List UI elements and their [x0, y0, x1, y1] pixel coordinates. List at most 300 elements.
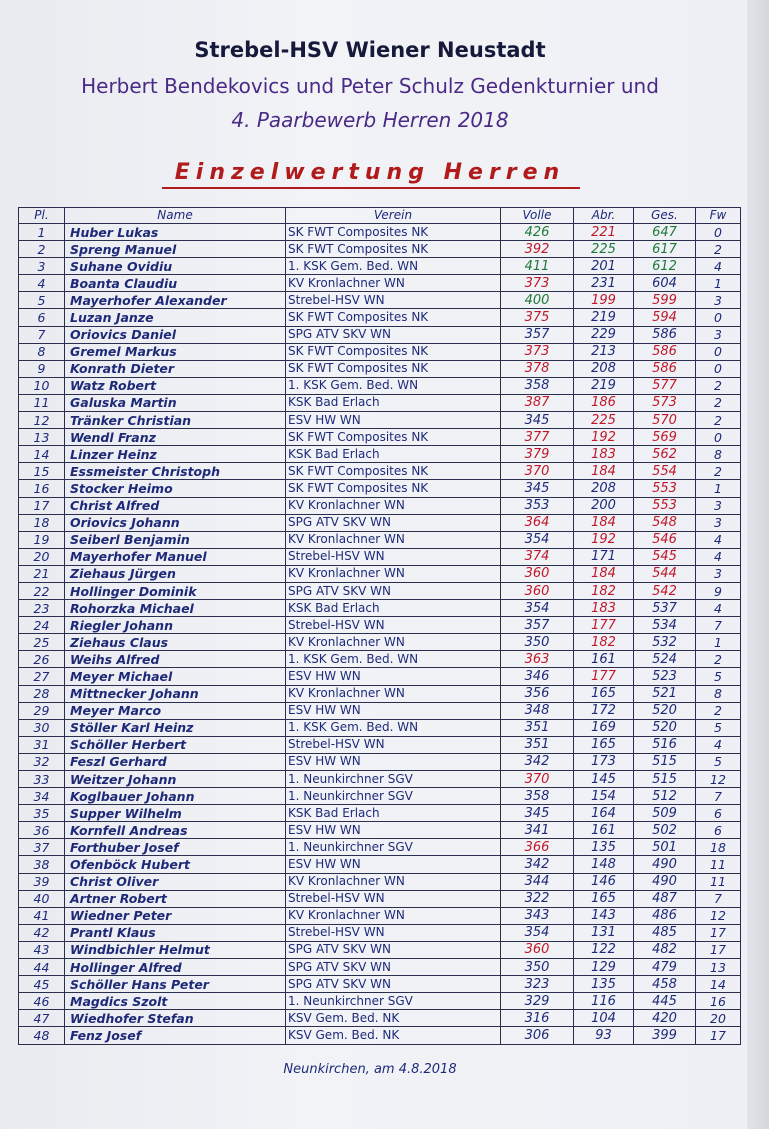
cell-club: 1. KSK Gem. Bed. WN — [286, 719, 501, 736]
table-row — [19, 394, 741, 411]
cell-full: 360 — [501, 565, 574, 582]
cell-place: 10 — [19, 377, 65, 394]
cell-clearing: 199 — [574, 292, 634, 309]
cell-place: 18 — [19, 514, 65, 531]
cell-total: 586 — [634, 343, 696, 360]
cell-club: 1. Neunkirchner SGV — [286, 993, 501, 1010]
cell-place: 48 — [19, 1027, 65, 1044]
cell-club: KSV Gem. Bed. NK — [286, 1010, 501, 1027]
cell-misses: 12 — [696, 907, 741, 924]
cell-total: 569 — [634, 429, 696, 446]
cell-full: 377 — [501, 429, 574, 446]
cell-clearing: 135 — [574, 976, 634, 993]
cell-total: 487 — [634, 890, 696, 907]
cell-place: 6 — [19, 309, 65, 326]
section-title: Einzelwertung Herren — [174, 160, 566, 185]
cell-clearing: 192 — [574, 429, 634, 446]
cell-club: SK FWT Composites NK — [286, 480, 501, 497]
cell-full: 357 — [501, 326, 574, 343]
cell-clearing: 165 — [574, 890, 634, 907]
column-header-total: Ges. — [634, 208, 696, 224]
cell-total: 490 — [634, 873, 696, 890]
cell-clearing: 192 — [574, 531, 634, 548]
table-row — [19, 959, 741, 976]
cell-total: 570 — [634, 412, 696, 429]
cell-total: 586 — [634, 326, 696, 343]
cell-clearing: 186 — [574, 394, 634, 411]
table-row — [19, 258, 741, 275]
cell-total: 520 — [634, 702, 696, 719]
cell-full: 364 — [501, 514, 574, 531]
cell-misses: 13 — [696, 959, 741, 976]
cell-club: 1. Neunkirchner SGV — [286, 839, 501, 856]
cell-full: 360 — [501, 941, 574, 958]
cell-total: 445 — [634, 993, 696, 1010]
table-row — [19, 429, 741, 446]
cell-full: 342 — [501, 856, 574, 873]
table-row — [19, 343, 741, 360]
cell-misses: 2 — [696, 463, 741, 480]
cell-misses: 2 — [696, 412, 741, 429]
cell-clearing: 161 — [574, 651, 634, 668]
table-row — [19, 582, 741, 599]
cell-total: 509 — [634, 805, 696, 822]
cell-total: 647 — [634, 224, 696, 241]
table-row — [19, 531, 741, 548]
cell-full: 387 — [501, 394, 574, 411]
cell-clearing: 219 — [574, 309, 634, 326]
cell-total: 599 — [634, 292, 696, 309]
table-row — [19, 224, 741, 241]
cell-club: SK FWT Composites NK — [286, 241, 501, 258]
table-row — [19, 873, 741, 890]
cell-place: 20 — [19, 548, 65, 565]
cell-place: 15 — [19, 463, 65, 480]
cell-misses: 4 — [696, 736, 741, 753]
cell-name: Christ Alfred — [65, 497, 286, 514]
cell-place: 16 — [19, 480, 65, 497]
cell-total: 577 — [634, 377, 696, 394]
cell-club: SK FWT Composites NK — [286, 309, 501, 326]
cell-place: 1 — [19, 224, 65, 241]
cell-name: Essmeister Christoph — [65, 463, 286, 480]
cell-clearing: 229 — [574, 326, 634, 343]
cell-clearing: 169 — [574, 719, 634, 736]
cell-name: Oriovics Johann — [65, 514, 286, 531]
table-row — [19, 634, 741, 651]
cell-clearing: 208 — [574, 360, 634, 377]
cell-name: Riegler Johann — [65, 617, 286, 634]
cell-club: KSV Gem. Bed. NK — [286, 1027, 501, 1044]
cell-clearing: 104 — [574, 1010, 634, 1027]
cell-misses: 4 — [696, 531, 741, 548]
cell-misses: 1 — [696, 634, 741, 651]
cell-place: 13 — [19, 429, 65, 446]
cell-misses: 4 — [696, 600, 741, 617]
cell-total: 573 — [634, 394, 696, 411]
cell-club: SPG ATV SKV WN — [286, 326, 501, 343]
cell-name: Seiberl Benjamin — [65, 531, 286, 548]
cell-total: 482 — [634, 941, 696, 958]
cell-club: 1. KSK Gem. Bed. WN — [286, 651, 501, 668]
cell-name: Watz Robert — [65, 377, 286, 394]
cell-misses: 0 — [696, 360, 741, 377]
cell-place: 38 — [19, 856, 65, 873]
cell-misses: 1 — [696, 275, 741, 292]
cell-name: Mayerhofer Manuel — [65, 548, 286, 565]
cell-full: 350 — [501, 959, 574, 976]
cell-misses: 3 — [696, 514, 741, 531]
cell-name: Schöller Herbert — [65, 736, 286, 753]
cell-clearing: 184 — [574, 463, 634, 480]
table-row — [19, 309, 741, 326]
cell-name: Huber Lukas — [65, 224, 286, 241]
table-row — [19, 600, 741, 617]
cell-place: 34 — [19, 788, 65, 805]
cell-clearing: 165 — [574, 736, 634, 753]
cell-total: 515 — [634, 771, 696, 788]
cell-full: 322 — [501, 890, 574, 907]
cell-clearing: 122 — [574, 941, 634, 958]
tournament-title: Herbert Bendekovics und Peter Schulz Gedenkturnier und — [81, 74, 659, 98]
table-row — [19, 565, 741, 582]
cell-club: SPG ATV SKV WN — [286, 959, 501, 976]
table-row — [19, 668, 741, 685]
cell-total: 520 — [634, 719, 696, 736]
cell-clearing: 200 — [574, 497, 634, 514]
cell-club: SPG ATV SKV WN — [286, 941, 501, 958]
table-row — [19, 377, 741, 394]
cell-place: 19 — [19, 531, 65, 548]
cell-club: KSK Bad Erlach — [286, 805, 501, 822]
cell-misses: 0 — [696, 429, 741, 446]
cell-full: 400 — [501, 292, 574, 309]
cell-total: 553 — [634, 497, 696, 514]
cell-name: Mayerhofer Alexander — [65, 292, 286, 309]
footer-place-date: Neunkirchen, am 4.8.2018 — [283, 1062, 457, 1077]
cell-name: Meyer Marco — [65, 702, 286, 719]
cell-place: 17 — [19, 497, 65, 514]
cell-total: 537 — [634, 600, 696, 617]
cell-full: 354 — [501, 600, 574, 617]
cell-clearing: 154 — [574, 788, 634, 805]
cell-name: Luzan Janze — [65, 309, 286, 326]
cell-misses: 3 — [696, 497, 741, 514]
cell-place: 37 — [19, 839, 65, 856]
cell-place: 12 — [19, 412, 65, 429]
cell-name: Supper Wilhelm — [65, 805, 286, 822]
cell-total: 586 — [634, 360, 696, 377]
cell-total: 399 — [634, 1027, 696, 1044]
cell-total: 479 — [634, 959, 696, 976]
table-row — [19, 480, 741, 497]
cell-name: Stöller Karl Heinz — [65, 719, 286, 736]
cell-club: KV Kronlachner WN — [286, 907, 501, 924]
cell-clearing: 184 — [574, 565, 634, 582]
cell-misses: 17 — [696, 924, 741, 941]
cell-full: 379 — [501, 446, 574, 463]
table-row — [19, 292, 741, 309]
cell-name: Hollinger Alfred — [65, 959, 286, 976]
cell-total: 544 — [634, 565, 696, 582]
cell-clearing: 161 — [574, 822, 634, 839]
cell-full: 370 — [501, 771, 574, 788]
cell-total: 617 — [634, 241, 696, 258]
cell-misses: 16 — [696, 993, 741, 1010]
cell-name: Konrath Dieter — [65, 360, 286, 377]
cell-place: 21 — [19, 565, 65, 582]
cell-name: Tränker Christian — [65, 412, 286, 429]
cell-place: 33 — [19, 771, 65, 788]
cell-club: KV Kronlachner WN — [286, 531, 501, 548]
cell-name: Boanta Claudiu — [65, 275, 286, 292]
cell-full: 351 — [501, 719, 574, 736]
cell-clearing: 182 — [574, 634, 634, 651]
cell-full: 351 — [501, 736, 574, 753]
cell-full: 354 — [501, 924, 574, 941]
cell-misses: 12 — [696, 771, 741, 788]
cell-club: SK FWT Composites NK — [286, 360, 501, 377]
cell-total: 516 — [634, 736, 696, 753]
cell-total: 490 — [634, 856, 696, 873]
cell-full: 323 — [501, 976, 574, 993]
cell-misses: 6 — [696, 805, 741, 822]
cell-place: 9 — [19, 360, 65, 377]
cell-place: 25 — [19, 634, 65, 651]
cell-name: Stocker Heimo — [65, 480, 286, 497]
club-title: Strebel-HSV Wiener Neustadt — [194, 38, 546, 62]
cell-clearing: 225 — [574, 412, 634, 429]
cell-place: 29 — [19, 702, 65, 719]
cell-place: 7 — [19, 326, 65, 343]
cell-clearing: 171 — [574, 548, 634, 565]
cell-total: 534 — [634, 617, 696, 634]
cell-misses: 8 — [696, 446, 741, 463]
cell-total: 545 — [634, 548, 696, 565]
cell-name: Kornfell Andreas — [65, 822, 286, 839]
cell-clearing: 173 — [574, 753, 634, 770]
cell-place: 45 — [19, 976, 65, 993]
cell-misses: 3 — [696, 292, 741, 309]
table-row — [19, 326, 741, 343]
cell-clearing: 201 — [574, 258, 634, 275]
cell-total: 612 — [634, 258, 696, 275]
cell-clearing: 231 — [574, 275, 634, 292]
cell-misses: 9 — [696, 582, 741, 599]
cell-total: 521 — [634, 685, 696, 702]
cell-total: 532 — [634, 634, 696, 651]
cell-misses: 4 — [696, 548, 741, 565]
cell-place: 46 — [19, 993, 65, 1010]
cell-clearing: 148 — [574, 856, 634, 873]
cell-full: 344 — [501, 873, 574, 890]
cell-place: 22 — [19, 582, 65, 599]
cell-place: 28 — [19, 685, 65, 702]
cell-misses: 7 — [696, 788, 741, 805]
cell-clearing: 93 — [574, 1027, 634, 1044]
table-row — [19, 241, 741, 258]
cell-name: Gremel Markus — [65, 343, 286, 360]
cell-full: 316 — [501, 1010, 574, 1027]
cell-club: KSK Bad Erlach — [286, 600, 501, 617]
cell-name: Meyer Michael — [65, 668, 286, 685]
cell-clearing: 183 — [574, 446, 634, 463]
cell-place: 26 — [19, 651, 65, 668]
cell-place: 41 — [19, 907, 65, 924]
cell-clearing: 129 — [574, 959, 634, 976]
table-row — [19, 412, 741, 429]
cell-full: 358 — [501, 377, 574, 394]
cell-clearing: 213 — [574, 343, 634, 360]
cell-full: 378 — [501, 360, 574, 377]
cell-clearing: 116 — [574, 993, 634, 1010]
cell-total: 512 — [634, 788, 696, 805]
cell-full: 360 — [501, 582, 574, 599]
table-row — [19, 514, 741, 531]
cell-club: 1. KSK Gem. Bed. WN — [286, 377, 501, 394]
cell-full: 411 — [501, 258, 574, 275]
cell-total: 486 — [634, 907, 696, 924]
cell-name: Spreng Manuel — [65, 241, 286, 258]
column-header-full: Volle — [501, 208, 574, 224]
cell-misses: 7 — [696, 617, 741, 634]
cell-misses: 20 — [696, 1010, 741, 1027]
cell-full: 345 — [501, 480, 574, 497]
cell-total: 524 — [634, 651, 696, 668]
cell-club: 1. KSK Gem. Bed. WN — [286, 258, 501, 275]
table-row — [19, 856, 741, 873]
cell-name: Oriovics Daniel — [65, 326, 286, 343]
column-header-club: Verein — [286, 208, 501, 224]
cell-clearing: 177 — [574, 617, 634, 634]
cell-place: 11 — [19, 394, 65, 411]
cell-name: Artner Robert — [65, 890, 286, 907]
cell-name: Wiedhofer Stefan — [65, 1010, 286, 1027]
cell-club: KV Kronlachner WN — [286, 275, 501, 292]
cell-club: Strebel-HSV WN — [286, 617, 501, 634]
cell-name: Mittnecker Johann — [65, 685, 286, 702]
cell-total: 594 — [634, 309, 696, 326]
cell-place: 4 — [19, 275, 65, 292]
cell-misses: 5 — [696, 668, 741, 685]
cell-misses: 7 — [696, 890, 741, 907]
cell-full: 357 — [501, 617, 574, 634]
cell-full: 329 — [501, 993, 574, 1010]
cell-name: Windbichler Helmut — [65, 941, 286, 958]
cell-name: Magdics Szolt — [65, 993, 286, 1010]
cell-clearing: 145 — [574, 771, 634, 788]
table-row — [19, 890, 741, 907]
cell-place: 39 — [19, 873, 65, 890]
cell-misses: 8 — [696, 685, 741, 702]
cell-full: 342 — [501, 753, 574, 770]
cell-place: 43 — [19, 941, 65, 958]
cell-club: SPG ATV SKV WN — [286, 582, 501, 599]
cell-club: SPG ATV SKV WN — [286, 976, 501, 993]
cell-total: 554 — [634, 463, 696, 480]
cell-misses: 4 — [696, 258, 741, 275]
cell-name: Ofenböck Hubert — [65, 856, 286, 873]
cell-clearing: 172 — [574, 702, 634, 719]
cell-full: 370 — [501, 463, 574, 480]
cell-misses: 5 — [696, 719, 741, 736]
cell-place: 23 — [19, 600, 65, 617]
column-header-clearing: Abr. — [574, 208, 634, 224]
results-table — [18, 207, 741, 1045]
cell-place: 47 — [19, 1010, 65, 1027]
cell-total: 542 — [634, 582, 696, 599]
cell-name: Linzer Heinz — [65, 446, 286, 463]
cell-full: 373 — [501, 343, 574, 360]
cell-club: ESV HW WN — [286, 856, 501, 873]
cell-place: 30 — [19, 719, 65, 736]
cell-name: Galuska Martin — [65, 394, 286, 411]
cell-clearing: 221 — [574, 224, 634, 241]
cell-club: SK FWT Composites NK — [286, 224, 501, 241]
cell-clearing: 131 — [574, 924, 634, 941]
cell-name: Schöller Hans Peter — [65, 976, 286, 993]
cell-club: 1. Neunkirchner SGV — [286, 771, 501, 788]
cell-name: Koglbauer Johann — [65, 788, 286, 805]
cell-total: 501 — [634, 839, 696, 856]
cell-misses: 0 — [696, 224, 741, 241]
cell-full: 341 — [501, 822, 574, 839]
cell-name: Weitzer Johann — [65, 771, 286, 788]
cell-place: 44 — [19, 959, 65, 976]
cell-full: 348 — [501, 702, 574, 719]
table-row — [19, 753, 741, 770]
cell-misses: 1 — [696, 480, 741, 497]
cell-total: 458 — [634, 976, 696, 993]
cell-club: ESV HW WN — [286, 702, 501, 719]
table-header-row — [19, 208, 741, 224]
cell-club: SK FWT Composites NK — [286, 463, 501, 480]
cell-club: KV Kronlachner WN — [286, 497, 501, 514]
cell-place: 27 — [19, 668, 65, 685]
table-row — [19, 839, 741, 856]
cell-misses: 11 — [696, 856, 741, 873]
cell-club: KV Kronlachner WN — [286, 873, 501, 890]
table-row — [19, 651, 741, 668]
cell-full: 345 — [501, 805, 574, 822]
cell-name: Ziehaus Jürgen — [65, 565, 286, 582]
cell-full: 366 — [501, 839, 574, 856]
cell-place: 3 — [19, 258, 65, 275]
cell-place: 14 — [19, 446, 65, 463]
tournament-subtitle: 4. Paarbewerb Herren 2018 — [231, 108, 509, 132]
cell-misses: 5 — [696, 753, 741, 770]
cell-full: 306 — [501, 1027, 574, 1044]
cell-name: Forthuber Josef — [65, 839, 286, 856]
cell-full: 426 — [501, 224, 574, 241]
cell-club: SPG ATV SKV WN — [286, 514, 501, 531]
table-row — [19, 702, 741, 719]
cell-name: Suhane Ovidiu — [65, 258, 286, 275]
cell-club: KSK Bad Erlach — [286, 446, 501, 463]
cell-misses: 0 — [696, 343, 741, 360]
table-row — [19, 275, 741, 292]
cell-clearing: 165 — [574, 685, 634, 702]
table-row — [19, 446, 741, 463]
cell-clearing: 219 — [574, 377, 634, 394]
table-row — [19, 993, 741, 1010]
cell-misses: 2 — [696, 394, 741, 411]
cell-club: Strebel-HSV WN — [286, 292, 501, 309]
cell-place: 5 — [19, 292, 65, 309]
cell-misses: 2 — [696, 377, 741, 394]
table-row — [19, 617, 741, 634]
cell-place: 40 — [19, 890, 65, 907]
